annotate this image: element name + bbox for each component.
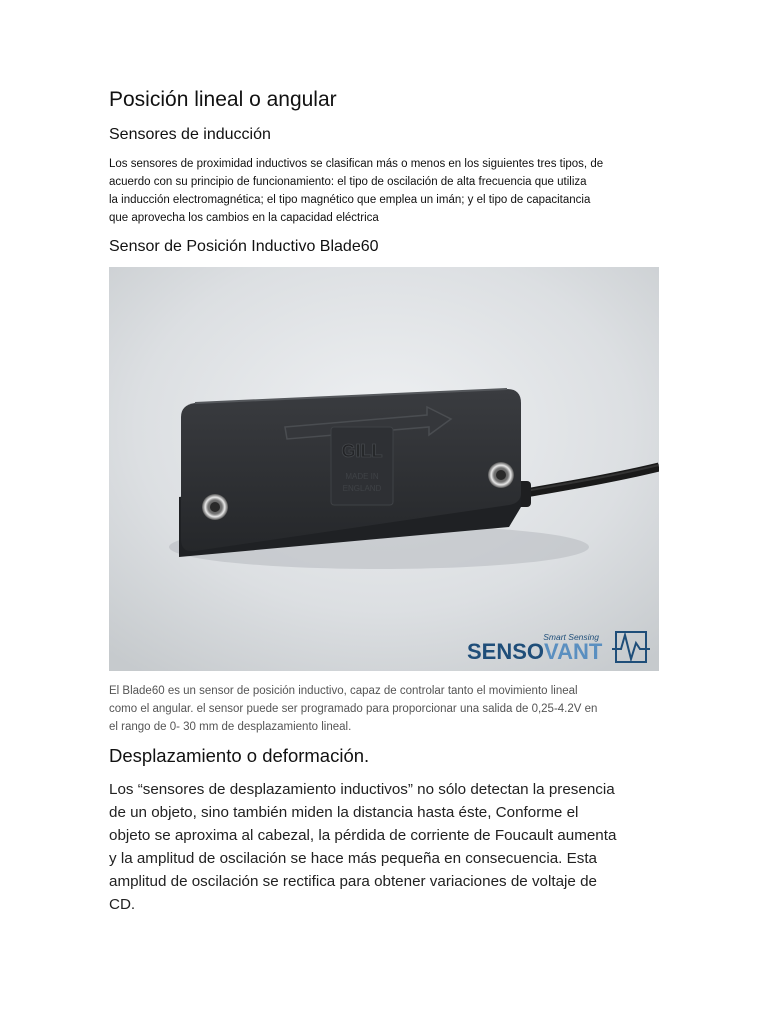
paragraph-line: CD.: [109, 896, 136, 913]
paragraph-line: y la amplitud de oscilación se hace más pequeña en consecuencia. Esta: [109, 850, 597, 867]
page-title: Posición lineal o angular: [109, 88, 337, 111]
paragraph-line: Los “sensores de desplazamiento inductivos” no sólo detectan la presencia: [109, 781, 615, 798]
paragraph-line: objeto se aproxima al cabezal, la pérdida de corriente de Foucault aumenta: [109, 827, 617, 844]
paragraph-induction: [109, 155, 661, 227]
paragraph-line: que aprovecha los cambios en la capacidad eléctrica: [109, 212, 379, 224]
paragraph-line: de un objeto, sino también miden la distancia hasta éste, Conforme el: [109, 804, 579, 821]
section-heading-blade60: Sensor de Posición Inductivo Blade60: [109, 238, 379, 255]
caption-line: el rango de 0- 30 mm de desplazamiento lineal.: [109, 721, 352, 733]
logo-text-vant: VANT: [544, 639, 603, 664]
paragraph-line: amplitud de oscilación se rectifica para obtener variaciones de voltaje de: [109, 873, 597, 890]
photo-caption: [109, 682, 661, 736]
section-heading-displacement: Desplazamiento o deformación.: [109, 745, 370, 766]
badge-brand: GILL: [341, 441, 383, 461]
paragraph-line: acuerdo con su principio de funcionamiento: el tipo de oscilación de alta frecuencia que utiliza: [109, 176, 587, 188]
paragraph-line: Los sensores de proximidad inductivos se clasifican más o menos en los siguientes tres tipos, de: [109, 158, 604, 170]
svg-text:SENSOVANT: [467, 639, 603, 664]
badge-line-2: ENGLAND: [342, 484, 382, 493]
caption-line: El Blade60 es un sensor de posición inductivo, capaz de controlar tanto el movimiento lineal: [109, 685, 578, 697]
badge-line-1: MADE IN: [345, 472, 379, 481]
paragraph-line: la inducción electromagnética; el tipo magnético que emplea un imán; y el tipo de capacitancia: [109, 194, 591, 206]
paragraph-displacement: [109, 778, 661, 916]
logo-text-senso: SENSO: [467, 639, 545, 664]
logo-tagline: Smart Sensing: [543, 632, 599, 642]
sensor-photo: [109, 267, 659, 671]
caption-line: como el angular. el sensor puede ser programado para proporcionar una salida de 0,25-4.2V en: [109, 703, 598, 715]
section-heading-induction: Sensores de inducción: [109, 126, 271, 143]
